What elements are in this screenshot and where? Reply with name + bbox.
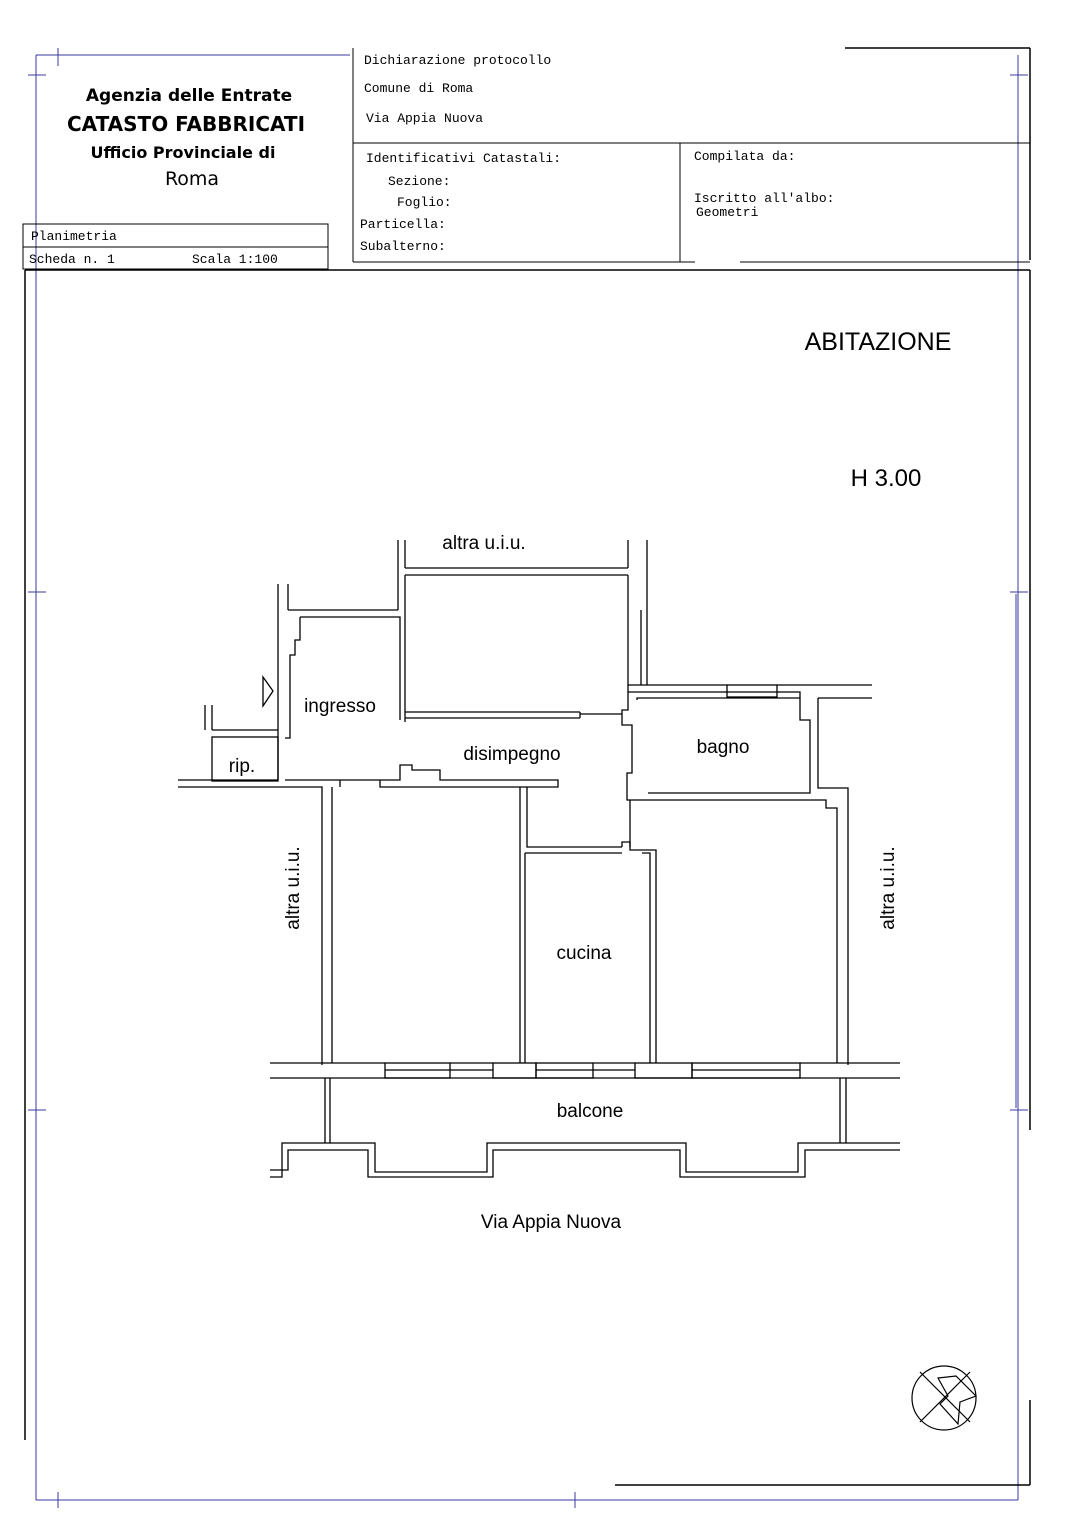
room-height: H 3.00 bbox=[850, 465, 922, 492]
label-ingresso: ingresso bbox=[304, 696, 376, 717]
scheda-label: Scheda n. 1 bbox=[29, 252, 115, 267]
street-name: Via Appia Nuova bbox=[480, 1212, 622, 1233]
outer-frame bbox=[28, 48, 1028, 1508]
sezione-label: Sezione: bbox=[388, 174, 451, 189]
scale-label: Scala 1:100 bbox=[192, 252, 278, 267]
label-rip: rip. bbox=[228, 756, 256, 777]
identifiers-title: Identificativi Catastali: bbox=[366, 151, 562, 166]
profession-label: Geometri bbox=[696, 205, 759, 220]
drawing-border bbox=[25, 48, 1030, 1485]
label-altra-top: altra u.i.u. bbox=[442, 533, 526, 554]
planimetria-label: Planimetria bbox=[31, 229, 117, 244]
north-arrow-icon bbox=[912, 1366, 976, 1430]
office-name: Ufficio Provinciale di bbox=[90, 143, 276, 162]
label-balcone: balcone bbox=[556, 1101, 624, 1122]
office-city: Roma bbox=[164, 168, 220, 190]
drawing-title: ABITAZIONE bbox=[804, 328, 952, 356]
cadastre-title: CATASTO FABBRICATI bbox=[66, 112, 306, 136]
label-disimpegno: disimpegno bbox=[463, 744, 561, 765]
municipality-label: Comune di Roma bbox=[364, 81, 474, 96]
registered-label: Iscritto all'albo: bbox=[694, 191, 835, 206]
label-bagno: bagno bbox=[696, 737, 750, 758]
compiled-by-label: Compilata da: bbox=[694, 149, 796, 164]
address-label: Via Appia Nuova bbox=[366, 111, 484, 126]
label-cucina: cucina bbox=[556, 943, 612, 964]
label-altra-left: altra u.i.u. bbox=[283, 846, 304, 930]
foglio-label: Foglio: bbox=[397, 195, 452, 210]
subalterno-label: Subalterno: bbox=[360, 239, 446, 254]
agency-name: Agenzia delle Entrate bbox=[85, 86, 293, 106]
label-altra-right: altra u.i.u. bbox=[878, 846, 899, 930]
particella-label: Particella: bbox=[360, 217, 446, 232]
declaration-label: Dichiarazione protocollo bbox=[364, 53, 552, 68]
